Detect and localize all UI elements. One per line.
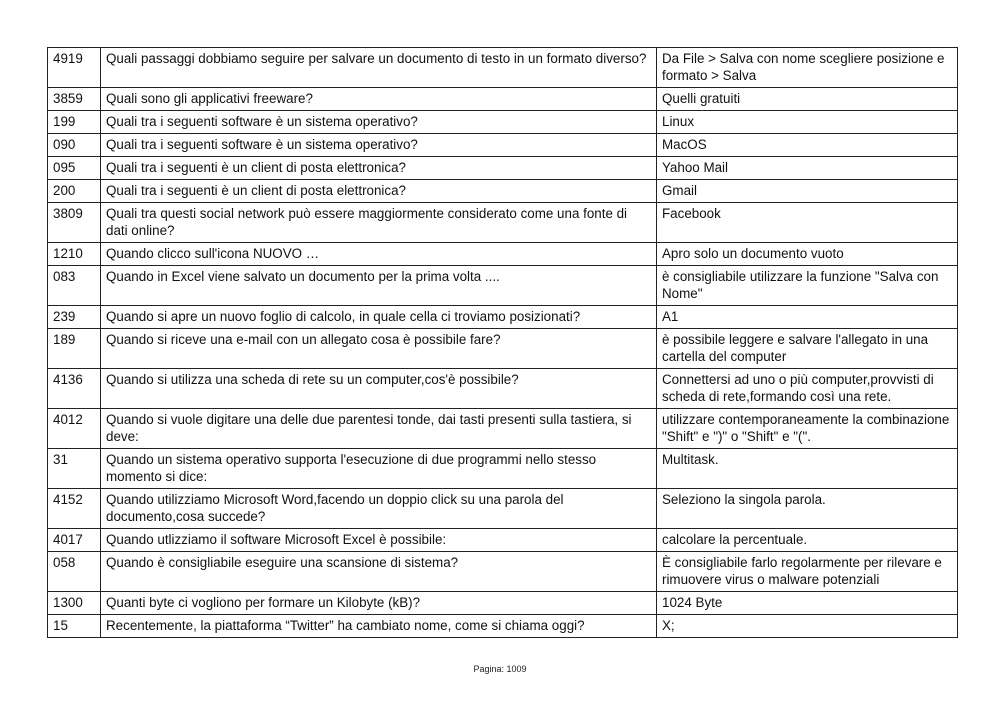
row-question: Quali tra i seguenti software è un sistema operativo?	[101, 111, 657, 134]
row-answer: Linux	[657, 111, 958, 134]
qa-table-body	[48, 48, 958, 638]
table-row	[48, 529, 958, 552]
row-id: 4152	[48, 489, 101, 529]
table-row	[48, 203, 958, 243]
table-row	[48, 329, 958, 369]
row-answer: Seleziono la singola parola.	[657, 489, 958, 529]
row-question: Quali tra i seguenti è un client di posta elettronica?	[101, 180, 657, 203]
row-answer: è possibile leggere e salvare l'allegato in una cartella del computer	[657, 329, 958, 369]
row-id: 4017	[48, 529, 101, 552]
row-answer: utilizzare contemporaneamente la combinazione "Shift" e ")" o "Shift" e "(".	[657, 409, 958, 449]
row-answer: Facebook	[657, 203, 958, 243]
row-question: Quando in Excel viene salvato un documento per la prima volta ....	[101, 266, 657, 306]
table-row	[48, 369, 958, 409]
row-id: 31	[48, 449, 101, 489]
row-question: Recentemente, la piattaforma “Twitter” ha cambiato nome, come si chiama oggi?	[101, 615, 657, 638]
row-id: 1210	[48, 243, 101, 266]
table-row	[48, 266, 958, 306]
row-answer: Yahoo Mail	[657, 157, 958, 180]
row-id: 3809	[48, 203, 101, 243]
row-id: 239	[48, 306, 101, 329]
row-answer: è consigliabile utilizzare la funzione "Salva con Nome"	[657, 266, 958, 306]
table-row	[48, 48, 958, 88]
row-question: Quali passaggi dobbiamo seguire per salvare un documento di testo in un formato diverso?	[101, 48, 657, 88]
table-row	[48, 88, 958, 111]
row-question: Quali tra questi social network può essere maggiormente considerato come una fonte di dati online?	[101, 203, 657, 243]
page-number-footer: Pagina: 1009	[473, 664, 527, 674]
table-row	[48, 243, 958, 266]
table-row	[48, 409, 958, 449]
row-answer: Connettersi ad uno o più computer,provvisti di scheda di rete,formando così una rete.	[657, 369, 958, 409]
row-answer: Apro solo un documento vuoto	[657, 243, 958, 266]
row-answer: Gmail	[657, 180, 958, 203]
row-id: 095	[48, 157, 101, 180]
row-question: Quando si vuole digitare una delle due parentesi tonde, dai tasti presenti sulla tastiera, si deve:	[101, 409, 657, 449]
table-row	[48, 449, 958, 489]
table-row	[48, 592, 958, 615]
row-id: 1300	[48, 592, 101, 615]
row-answer: Multitask.	[657, 449, 958, 489]
table-row	[48, 552, 958, 592]
row-answer: calcolare la percentuale.	[657, 529, 958, 552]
row-id: 15	[48, 615, 101, 638]
row-id: 3859	[48, 88, 101, 111]
row-answer: MacOS	[657, 134, 958, 157]
row-question: Quali tra i seguenti software è un sistema operativo?	[101, 134, 657, 157]
row-question: Quando utlizziamo il software Microsoft Excel è possibile:	[101, 529, 657, 552]
table-row	[48, 489, 958, 529]
row-question: Quando clicco sull'icona NUOVO …	[101, 243, 657, 266]
row-question: Quando si apre un nuovo foglio di calcolo, in quale cella ci troviamo posizionati?	[101, 306, 657, 329]
row-question: Quanti byte ci vogliono per formare un Kilobyte (kB)?	[101, 592, 657, 615]
row-answer: Da File > Salva con nome scegliere posizione e formato > Salva	[657, 48, 958, 88]
row-id: 4919	[48, 48, 101, 88]
row-id: 083	[48, 266, 101, 306]
row-id: 058	[48, 552, 101, 592]
row-id: 4136	[48, 369, 101, 409]
row-answer: X;	[657, 615, 958, 638]
row-question: Quando è consigliabile eseguire una scansione di sistema?	[101, 552, 657, 592]
row-answer: A1	[657, 306, 958, 329]
row-question: Quali tra i seguenti è un client di posta elettronica?	[101, 157, 657, 180]
row-id: 189	[48, 329, 101, 369]
table-row	[48, 306, 958, 329]
row-id: 199	[48, 111, 101, 134]
row-question: Quando utilizziamo Microsoft Word,facendo un doppio click su una parola del documento,cosa succede?	[101, 489, 657, 529]
row-answer: È consigliabile farlo regolarmente per rilevare e rimuovere virus o malware potenziali	[657, 552, 958, 592]
row-question: Quali sono gli applicativi freeware?	[101, 88, 657, 111]
row-id: 4012	[48, 409, 101, 449]
table-row	[48, 615, 958, 638]
table-row	[48, 180, 958, 203]
table-row	[48, 111, 958, 134]
row-id: 090	[48, 134, 101, 157]
table-row	[48, 157, 958, 180]
row-id: 200	[48, 180, 101, 203]
row-answer: 1024 Byte	[657, 592, 958, 615]
row-question: Quando si riceve una e-mail con un allegato cosa è possibile fare?	[101, 329, 657, 369]
qa-table	[47, 47, 958, 638]
table-row	[48, 134, 958, 157]
row-question: Quando si utilizza una scheda di rete su un computer,cos'è possibile?	[101, 369, 657, 409]
row-answer: Quelli gratuiti	[657, 88, 958, 111]
row-question: Quando un sistema operativo supporta l'esecuzione di due programmi nello stesso momento si dice:	[101, 449, 657, 489]
